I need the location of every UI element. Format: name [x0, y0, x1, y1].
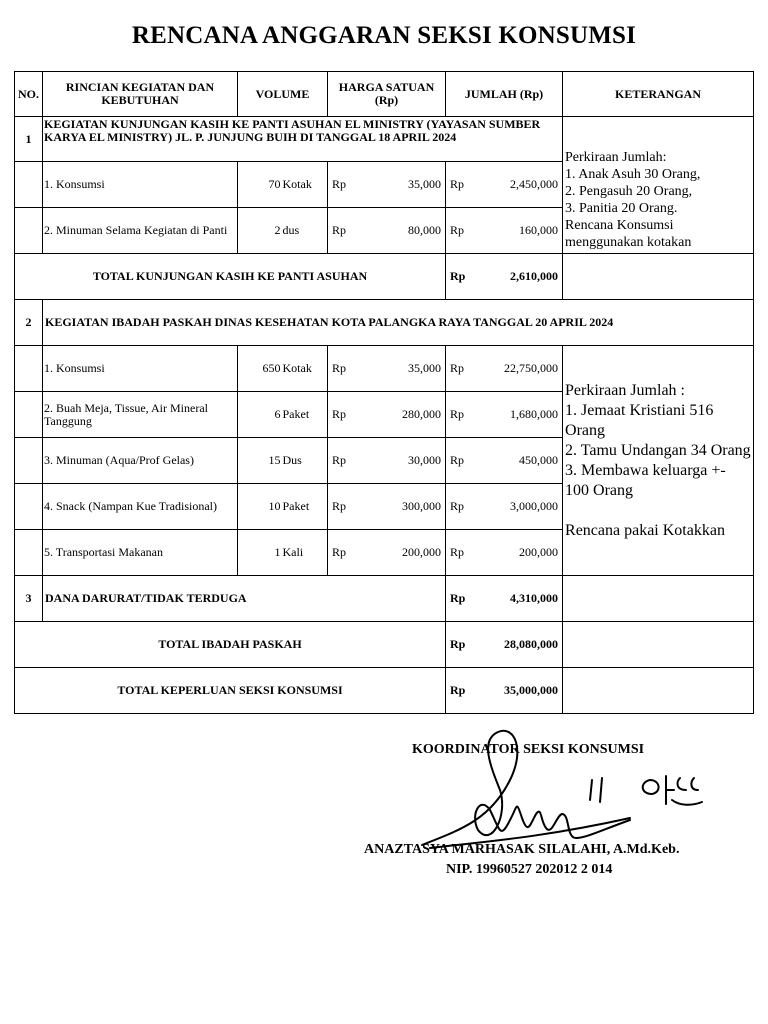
item-unit: Kali: [282, 530, 328, 576]
total-all-row: [15, 668, 754, 714]
header-keterangan: KETERANGAN: [563, 72, 754, 117]
section-1-title-row: [15, 117, 754, 162]
item-price: Rp 35,000: [328, 162, 446, 208]
item-name: 1. Konsumsi: [43, 346, 238, 392]
section-1-total-value: Rp 2,610,000: [446, 254, 563, 300]
item-price: Rp 280,000: [328, 392, 446, 438]
item-qty: 10: [238, 484, 282, 530]
item-qty: 6: [238, 392, 282, 438]
item-unit: dus: [282, 208, 328, 254]
document-title: RENCANA ANGGARAN SEKSI KONSUMSI: [131, 22, 637, 49]
item-name: 3. Minuman (Aqua/Prof Gelas): [43, 438, 238, 484]
total-ibadah-value: Rp 28,080,000: [446, 622, 563, 668]
section-3-row: [15, 576, 754, 622]
section-2-title: KEGIATAN IBADAH PASKAH DINAS KESEHATAN KOTA PALANGKA RAYA TANGGAL 20 APRIL 2024: [43, 300, 754, 346]
item-qty: 1: [238, 530, 282, 576]
item-qty: 2: [238, 208, 282, 254]
ket1-line: Rencana Konsumsi menggunakan kotakan: [565, 218, 692, 250]
ket2-line: 3. Membawa keluarga +- 100 Orang: [565, 461, 726, 499]
ket2-line: Rencana pakai Kotakkan: [565, 521, 725, 539]
ket2-line: Perkiraan Jumlah :: [565, 381, 685, 399]
total-ibadah-label: TOTAL IBADAH PASKAH: [15, 622, 446, 668]
header-volume: VOLUME: [238, 72, 328, 117]
total-all-value: Rp 35,000,000: [446, 668, 563, 714]
signature-role: KOORDINATOR SEKSI KONSUMSI: [412, 742, 645, 757]
ket1-line: 1. Anak Asuh 30 Orang,: [565, 167, 701, 182]
section-1-title: KEGIATAN KUNJUNGAN KASIH KE PANTI ASUHAN EL MINISTRY (YAYASAN SUMBER KARYA EL MINISTRY) JL. P. JUNJUNG BUIH DI TANGGAL 18 APRIL 2024: [43, 117, 563, 162]
header-harga: HARGA SATUAN (Rp): [328, 72, 446, 117]
item-unit: Kotak: [282, 162, 328, 208]
section-2-keterangan: [563, 346, 754, 576]
section-3-title: DANA DARURAT/TIDAK TERDUGA: [43, 576, 446, 622]
item-qty: 15: [238, 438, 282, 484]
header-jumlah: JUMLAH (Rp): [446, 72, 563, 117]
item-total: Rp 160,000: [446, 208, 563, 254]
section-2-no: 2: [15, 300, 43, 346]
item-total: Rp 22,750,000: [446, 346, 563, 392]
table-row: [15, 346, 754, 392]
item-unit: Paket: [282, 484, 328, 530]
item-total: Rp 1,680,000: [446, 392, 563, 438]
item-price: Rp 35,000: [328, 346, 446, 392]
item-total: Rp 450,000: [446, 438, 563, 484]
item-name: 5. Transportasi Makanan: [43, 530, 238, 576]
item-unit: Kotak: [282, 346, 328, 392]
ket2-line: 1. Jemaat Kristiani 516 Orang: [565, 401, 714, 439]
item-total: Rp 3,000,000: [446, 484, 563, 530]
item-name: 2. Minuman Selama Kegiatan di Panti: [43, 208, 238, 254]
section-3-value: Rp 4,310,000: [446, 576, 563, 622]
section-1-keterangan: [563, 117, 754, 254]
section-1-total-row: [15, 254, 754, 300]
item-name: 1. Konsumsi: [43, 162, 238, 208]
item-price: Rp 300,000: [328, 484, 446, 530]
item-name: 2. Buah Meja, Tissue, Air Mineral Tanggung: [43, 392, 238, 438]
header-no: NO.: [15, 72, 43, 117]
section-1-no: 1: [15, 117, 43, 162]
item-price: Rp 30,000: [328, 438, 446, 484]
item-total: Rp 2,450,000: [446, 162, 563, 208]
header-rincian: RINCIAN KEGIATAN DAN KEBUTUHAN: [43, 72, 238, 117]
item-unit: Paket: [282, 392, 328, 438]
item-price: Rp 200,000: [328, 530, 446, 576]
section-1-total-label: TOTAL KUNJUNGAN KASIH KE PANTI ASUHAN: [15, 254, 446, 300]
ket2-line: 2. Tamu Undangan 34 Orang: [565, 441, 751, 459]
ket1-line: 3. Panitia 20 Orang.: [565, 201, 678, 216]
ket1-line: 2. Pengasuh 20 Orang,: [565, 184, 693, 199]
item-total: Rp 200,000: [446, 530, 563, 576]
item-name: 4. Snack (Nampan Kue Tradisional): [43, 484, 238, 530]
item-price: Rp 80,000: [328, 208, 446, 254]
total-ibadah-row: [15, 622, 754, 668]
budget-table: [14, 71, 754, 714]
item-qty: 70: [238, 162, 282, 208]
total-all-label: TOTAL KEPERLUAN SEKSI KONSUMSI: [15, 668, 446, 714]
signatory-nip: NIP. 19960527 202012 2 014: [446, 862, 613, 877]
table-header-row: [15, 72, 754, 117]
signatory-name: ANAZTASYA MARHASAK SILALAHI, A.Md.Keb.: [364, 842, 680, 857]
item-qty: 650: [238, 346, 282, 392]
section-2-title-row: [15, 300, 754, 346]
item-unit: Dus: [282, 438, 328, 484]
section-3-no: 3: [15, 576, 43, 622]
ket1-line: Perkiraan Jumlah:: [565, 150, 667, 165]
